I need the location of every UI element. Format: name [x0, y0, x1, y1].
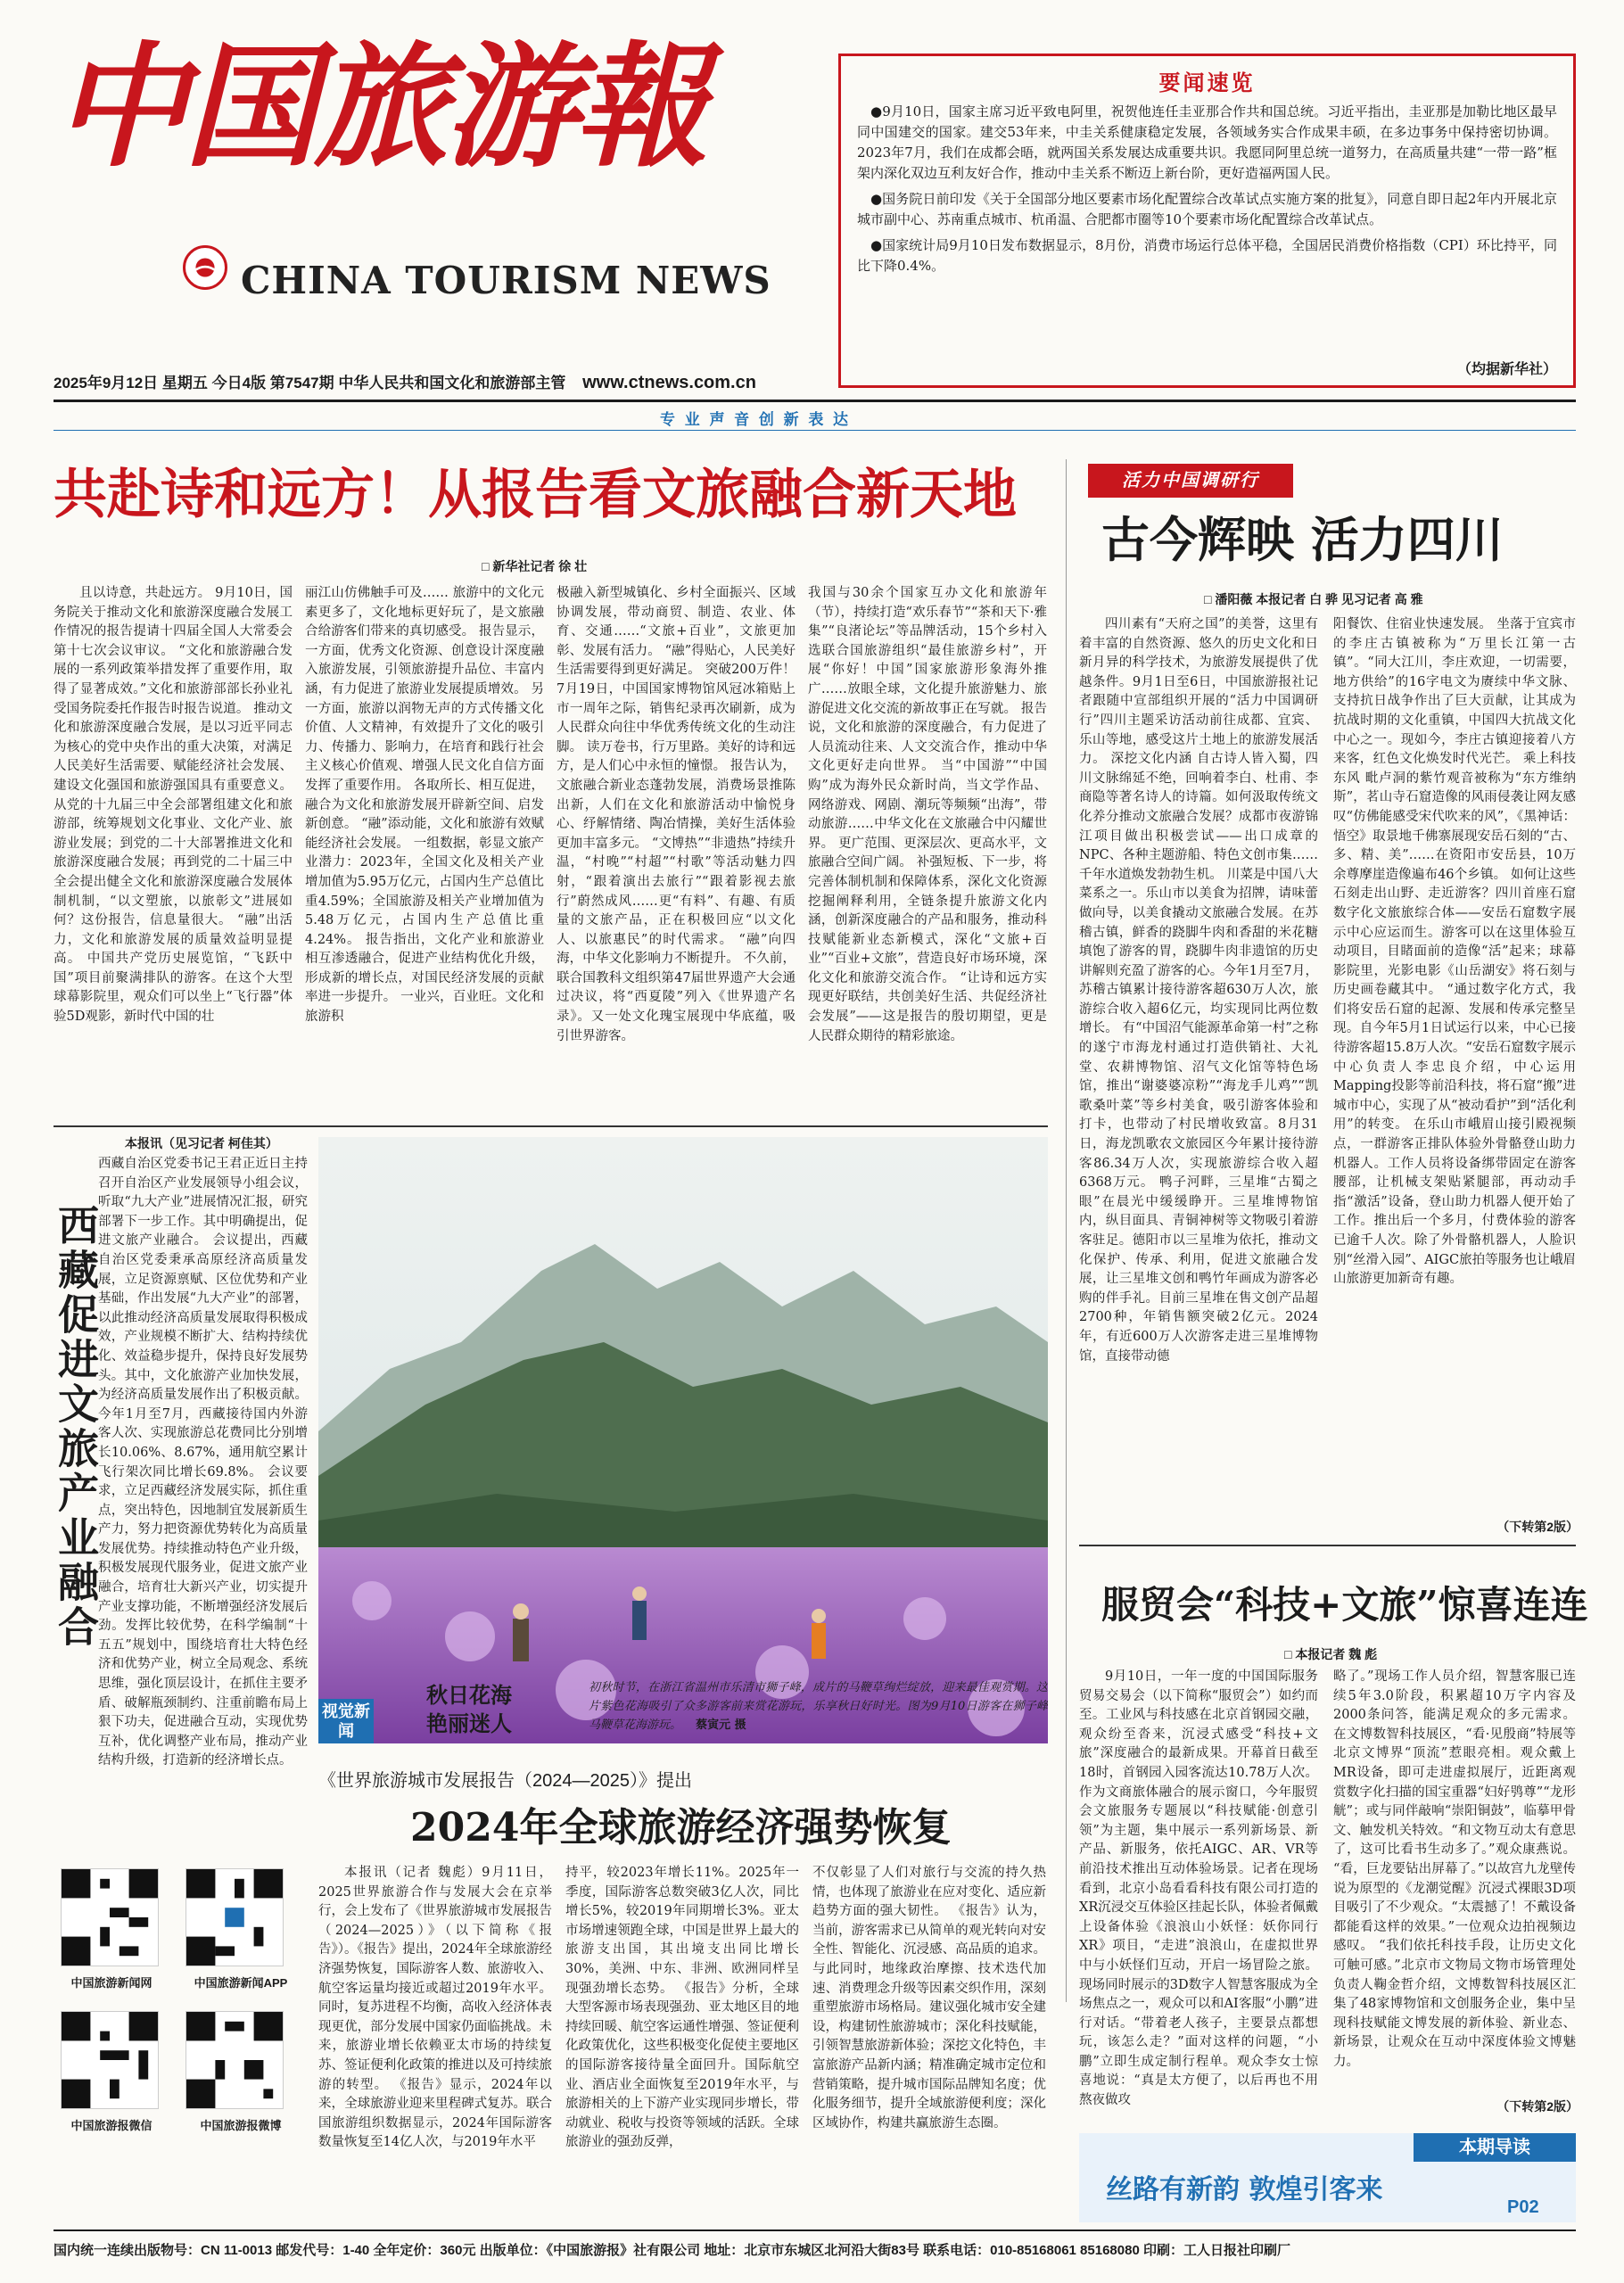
qr-code-wechat[interactable] — [61, 2011, 159, 2109]
sichuan-col-2: 阳餐饮、住宿业快速发展。 坐落于宜宾市的李庄古镇被称为“万里长江第一古镇”。“同大江川，李庄欢迎，一切需要，地方供给”的16字电文为赓续中华文脉、支持抗日战争作出了巨大贡献，让其成为抗战时期的文化重镇，中国四大抗战文化中心之一。现如今，李庄古镇迎接着八方来客，红色文化焕发时代光芒。 乘上科技东风 毗卢洞的紫竹观音被称为“东方维纳斯”，茗山寺石窟造像的风雨侵袭让网友感叹“仿佛能感受宋代吹来的风”，《黑神话：悟空》取景地千佛寨展现安岳石刻的“古、多、精、美”……在资阳市安岳县，10万余尊摩崖造像遍布46个乡镇。 如何让这些石刻走出山野、走近游客？四川首座石窟数字化文旅旅综合体——安岳石窟数字展示中心应运而生。游客可以在这里体验互动项目，目睹面前的造像“活”起来；球幕影院里，光影电影《山岳湖安》将石刻与历史画卷藏其中。 “通过数字化方式，我们将安岳石窟的起源、发展和传承完整呈现。自今年5月1日试运行以来，中心已接待游客超15.8万人次。“安岳石窟数字展示中心负责人李忠良介绍，中心运用Mapping投影等前沿科技，将石窟“搬”进城市中心，实现了从“被动看护”到“活化利用”的转变。 在乐山市峨眉山接引殿视频点，一群游客正排队体验外骨骼登山助力机器人。工作人员将设备绑带固定在游客腰部，让机械支架贴紧腿部，再动动手指“激活”设备，登山助力机器人便开始了工作。推出后一个多月，付费体验的游客已逾千人次。除了外骨骼机器人，人脸识别“丝滑入园”、AIGC旅拍等服务也让峨眉山旅游更加新奇有趣。 — [1333, 617, 1576, 1287]
tibet-body: 西藏自治区党委书记王君正近日主持召开自治区产业发展领导小组会议，听取“九大产业”进展情况汇报，研究部署下一步工作。其中明确提出，促进文旅产业融合。 会议提出，西藏自治区党委秉承高原经济高质量发展，立足资源禀赋、区位优势和产业基础，作出发展“九大产业”的部署，以此推动经济高质量发展取得积极成效，产业规模不断扩大、结构持续优化、效益稳步提升，保持良好发展势头。其中，文化旅游产业加快发展，为经济高质量发展作出了积极贡献。今年1月至7月，西藏接待国内外游客人次、实现旅游总花费同比分别增长10.06%、8.67%，通用航空累计飞行架次同比增长69.8%。 会议要求，立足西藏经济发展实际，抓住重点，突出特色，因地制宜发展新质生产力，努力把资源优势转化为高质量发展优势。持续推动特色产业升级，积极发展现代服务业，促进文旅产业融合，培育壮大新兴产业，切实提升产业支撑功能，不断增强经济发展后劲。发挥比较优势，在科学编制“十五五”规划中，围绕培育壮大特色经济和优势产业，树立全局观念、系统思维，强化顶层设计，在抓住主要矛盾、破解瓶颈制约、注重前瞻布局上狠下功夫，促进融合互动，实现优势互补，优化调整产业布局，推动产业结构升级，打造新的经济增长点。 — [98, 1157, 308, 1768]
tibet-vertical-title: 西藏促进文旅产业融合 — [52, 1204, 100, 1650]
expo-byline: □ 本报记者 魏 彪 — [1284, 1647, 1378, 1661]
wtcr-kicker: 《世界旅游城市发展报告（2024—2025）》提出 — [318, 1771, 692, 1791]
photo-title-line2: 艳丽迷人 — [426, 1710, 512, 1736]
expo-headline: 服贸会“科技+文旅”惊喜连连 — [1101, 1583, 1588, 1627]
expo-col-1: 9月10日，一年一度的中国国际服务贸易交易会（以下简称“服贸会”）如约而至。工业风与科技感在北京首钢园交融，观众纷至沓来，沉浸式感受“科技+文旅”深度融合的最新成果。开幕首日截至18时，首钢园入园客流达10.78万人次。 作为文商旅体融合的展示窗口，今年服贸会文旅服务专题展以“科技赋能·创意引领”为主题，集中展示一系列新场景、新产品、新服务，依托AIGC、AR、VR等前沿技术推出互动体验场景。记者在现场看到，北京小岛看看科技有限公司打造的XR沉浸交互体验区挂起长队，体验者佩戴上设备体验《浪浪山小妖怪：妖你同行XR》项目，“走进”浪浪山，在虚拟世界中与小妖怪们互动，开启一场冒险之旅。 现场同时展示的3D数字人智慧客服成为全场焦点之一，观众可以和AI客服“小鹏”进行对话。“带着老人孩子，主要景点都想玩，该怎么走？”面对这样的问题，“小鹏”立即生成定制行程单。观众李女士惊喜地说：“真是太方便了，以后再也不用熬夜做攻 — [1079, 1669, 1318, 2108]
photo-caption: 初秋时节，在浙江省温州市乐清市狮子峰，成片的马鞭草绚烂绽放，迎来最佳观赏期。这片紫色花海吸引了众多游客前来赏花游玩，乐享秋日好时光。图为9月10日游客在狮子峰马鞭草花海游玩。 蔡寅元 摄 — [589, 1681, 1048, 1732]
lead-col-2: 丽江山仿佛触手可及…… 旅游中的文化元素更多了，文化地标更好玩了，是文旅融合给游客们带来的真切感受。 报告显示，一方面，优秀文化资源、创意设计深度融入旅游发展，引领旅游提升品位、丰富内涵，有力促进了旅游业发展提质增效。 另一方面，旅游以润物无声的方式传播文化价值、人文精神，有效提升了文化的吸引力、传播力、影响力，在培育和践行社会主义核心价值观、增强人民文化自信方面发挥了重要作用。 各取所长、相互促进，融合为文化和旅游发展开辟新空间、启发新创意。 “融”添动能，文化和旅游有效赋能经济社会发展。 一组数据，彰显文旅产业潜力：2023年，全国文化及相关产业增加值为5.95万亿元，占国内生产总值比重4.59%；全国旅游及相关产业增加值为5.48万亿元，占国内生产总值比重4.24%。 报告指出，文化产业和旅游业相互渗透融合，促进产业结构优化升级，形成新的增长点，对国民经济发展的贡献率进一步提升。 一业兴，百业旺。文化和旅游积 — [305, 586, 544, 1025]
lead-col-3: 极融入新型城镇化、乡村全面振兴、区域协调发展，带动商贸、制造、农业、体育、交通……“文旅+百业”，文旅更加彰、发展有活力。 “融”得贴心，人民美好生活需要得到更好满足。 突破200万件！7月19日，中国国家博物馆风冠冰箱贴上市一周年之际，销售纪录再次刷新，成为人民群众向往中华优秀传统文化的生动注脚。 读万卷书，行万里路。美好的诗和远方，是人们心中永恒的憧憬。 报告认为，文旅融合新业态蓬勃发展，消费场景推陈出新，人们在文化和旅游活动中愉悦身心、纾解情绪、陶冶情操，美好生活体验更加丰富多元。 “文博热”“非遗热”持续升温，“村晚”“村超”“村歌”等活动魅力四射，“跟着演出去旅行”“跟着影视去旅行”蔚然成风……更“有料”、有趣、有质量的文旅产品，正在积极回应“以文化人、以旅惠民”的时代需求。 “融”向四海，中华文化影响力不断提升。 不久前，联合国教科文组织第47届世界遗产大会通过决议，将“西夏陵”列入《世界遗产名录》。又一处文化瑰宝展现中华底蕴，吸引世界游客。 — [556, 586, 796, 1043]
wtcr-col-3: 不仅彰显了人们对旅行与交流的持久热情，也体现了旅游业在应对变化、适应新趋势方面的强大韧性。 《报告》认为，当前，游客需求已从简单的观光转向对安全性、智能化、沉浸感、高品质的追求。与此同时，地缘政治摩擦、技术迭代加速、消费理念升级等因素交织作用，深刻重塑旅游市场格局。建议强化城市安全建设，构建韧性旅游城市；深化科技赋能，引领智慧旅游新体验；深挖文化特色，丰富旅游产品新内涵；精准确定城市定位和营销策略，提升城市国际品牌知名度；优化服务细节，提升全域旅游便利度；深化区域协作，构建共赢旅游生态圈。 — [812, 1866, 1046, 2131]
qr-code-block — [54, 1868, 308, 2212]
flower-sea-photo — [318, 1137, 1048, 1743]
lead-headline: 共赴诗和远方！从报告看文旅融合新天地 — [54, 464, 1017, 526]
footer-rule — [54, 2229, 1576, 2231]
tibet-byline: 本报讯（见习记者 柯佳其） — [125, 1136, 278, 1150]
news-brief-title: 要闻速览 — [1158, 70, 1256, 95]
qr-code-website[interactable] — [61, 1868, 159, 1966]
tibet-top-rule — [54, 1125, 1048, 1127]
qr-label: 中国旅游新闻APP — [194, 1976, 288, 1990]
expo-continued: （下转第2版） — [1496, 2099, 1579, 2114]
lead-byline: □ 新华社记者 徐 壮 — [482, 559, 588, 573]
qr-label: 中国旅游新闻网 — [70, 1976, 153, 1990]
lead-col-1: 且以诗意，共赴远方。 9月10日，国务院关于推动文化和旅游深度融合发展工作情况的报告提请十四届全国人大常委会第十七次会议审议。 “文化和旅游融合发展的一系列政策举措发挥了重要作用，取得了显著成效。”文化和旅游部部长孙业礼受国务院委托作报告时报告说道。 推动文化和旅游深度融合发展，是以习近平同志为核心的党中央作出的重大决策，对满足人民美好生活需要、赋能经济社会发展、建设文化强国和旅游强国具有重要意义。 从党的十九届三中全会部署组建文化和旅游部，统筹规划文化事业、文化产业、旅游业发展；到党的二十大部署推进文化和旅游深度融合发展；再到党的二十届三中全会提出健全文化和旅游深度融合发展体制机制，“以文塑旅，以旅彰文”进展如何？这份报告，信息量很大。 “融”出活力，文化和旅游发展的质量效益明显提高。 中国共产党历史展览馆，“飞跃中国”项目前聚满排队的游客。在这个大型球幕影院里，观众们可以坐上“飞行器”体验5D观影，新时代中国的壮 — [54, 586, 293, 1025]
sichuan-headline: 古今辉映 活力四川 — [1101, 511, 1504, 568]
masthead-logo-english: CHINA TOURISM NEWS — [241, 259, 771, 302]
sichuan-bottom-rule — [1079, 1545, 1576, 1546]
wtcr-headline: 2024年全球旅游经济强势恢复 — [410, 1805, 952, 1850]
website-link[interactable]: www.ctnews.com.cn — [582, 373, 756, 392]
masthead-logo-chinese: 中国旅游報 — [54, 29, 705, 185]
brief-item: ●9月10日，国家主席习近平致电阿里，祝贺他连任圭亚那合作共和国总统。习近平指出，圭亚那是加勒比地区最早同中国建交的国家。建交53年来，中圭关系健康稳定发展，各领域务实合作成果丰硕，在多边事务中保持密切协调。2023年7月，我们在成都会晤，就两国关系发展达成重要共识。我愿同阿里总统一道努力，在高质量共建“一带一路”框架内深化双边互利友好合作，推动中圭关系不断迈上新台阶，更好造福两国人民。 — [857, 103, 1557, 181]
masthead-rule — [54, 400, 1576, 402]
issue-line: 2025年9月12日 星期五 今日4版 第7547期 中华人民共和国文化和旅游部主管 www.ctnews.com.cn — [54, 373, 756, 392]
wtcr-col-1: 本报讯（记者 魏彪）9月11日，2025世界旅游合作与发展大会在京举行，会上发布了《世界旅游城市发展报告（2024—2025）》（以下简称《报告》）。《报告》提出，2024年全球旅游经济强势恢复，国际游客人数、旅游收入、航空客运量均接近或超过2019年水平。同时，复苏进程不均衡，高收入经济体表现更优，部分发展中国家仍面临挑战。未来，旅游业增长依赖亚太市场的持续复苏、签证便利化政策的推进以及可持续旅游的转型。 《报告》显示，2024年以来，全球旅游业迎来里程碑式复苏。联合国旅游组织数据显示，2024年国际游客数量恢复至14亿人次，与2019年水平 — [318, 1866, 552, 2150]
brief-item: ●国家统计局9月10日发布数据显示，8月份，消费市场运行总体平稳，全国居民消费价格指数（CPI）环比持平，同比下降0.4%。 — [857, 237, 1557, 274]
sichuan-byline: □ 潘阳薇 本报记者 白 骅 见习记者 高 雅 — [1204, 592, 1423, 606]
qr-label: 中国旅游报微博 — [200, 2119, 282, 2132]
guide-page: P02 — [1507, 2197, 1539, 2217]
guide-title: 本期导读 — [1414, 2133, 1576, 2162]
photo-title — [426, 1681, 542, 1738]
photo-title-line1: 秋日花海 — [426, 1682, 512, 1708]
logo-seal-icon — [183, 245, 227, 290]
guide-feature: 丝路有新韵 敦煌引客来 — [1106, 2174, 1383, 2205]
visual-news-tag: 视觉新闻 — [318, 1699, 374, 1743]
series-tag: 活力中国调研行 — [1088, 464, 1293, 498]
wtcr-col-2: 持平，较2023年增长11%。2025年一季度，国际游客总数突破3亿人次，同比增长5%，较2019年同期增长3%。亚太市场增速领跑全球，中国是世界上最大的旅游支出国，其出境支出同比增长30%，美洲、中东、非洲、欧洲同样呈现强劲增长态势。 《报告》分析，全球大型客源市场表现强劲、亚太地区目的地持续回暖、航空客运通性增强、签证便利化政策优化，这些积极变化促使主要地区的国际游客接待量全面回升。国际航空业、酒店业全面恢复至2019年水平，与旅游相关的上下游产业实现同步增长，带动就业、税收与投资等领域的活跃。全球旅游业的强劲反弹， — [565, 1866, 799, 2150]
footer-info: 国内统一连续出版物号：CN 11-0013 邮发代号：1-40 全年定价：360元 出版单位：《中国旅游报》社有限公司 地址：北京市东城区北河沿大街83号 联系电话：010-85168061 85168080 印刷：工人日报社印刷厂 — [54, 2243, 1290, 2258]
qr-code-app[interactable] — [185, 1868, 284, 1966]
qr-code-weibo[interactable] — [185, 2011, 284, 2109]
guide-box[interactable] — [1079, 2133, 1576, 2222]
slogan-rule — [54, 430, 1576, 431]
masthead-logo — [54, 31, 785, 201]
expo-col-2: 略了。”现场工作人员介绍，智慧客服已连续5年3.0阶段，积累超10万字内容及2000条问答，能满足观众的多元需求。 在文博数智科技展区，“看·见殷商”特展等北京文博界“顶流”惹眼亮相。观众戴上MR设备，即可走进虚拟展厅，近距离观赏数字化扫描的国宝重器“妇好鸮尊”“龙形觥”；或与同伴敲响“崇阳铜鼓”，临摹甲骨文、触发机关特效。“和文物互动太有意思了，这可比看书生动多了。”观众康燕说。 “看，巨龙要钻出屏幕了。”以故宫九龙壁传说为原型的《龙潮觉醒》沉浸式裸眼3D项目吸引了不少观众。“太震撼了！不戴设备都能看这样的效果。”一位观众边拍视频边感叹。 “我们依托科技手段，让历史文化可触可感。”北京市文物局文物市场管理处负责人鞠金哲介绍，文博数智科技展区汇集了48家博物馆和文创服务企业，集中呈现科技赋能文博发展的新体验、新业态、新场景，让观众在互动中深度体验文博魅力。 — [1333, 1669, 1576, 2069]
slogan: 专 业 声 音 创 新 表 达 — [660, 411, 852, 428]
brief-item: ●国务院日前印发《关于全国部分地区要素市场化配置综合改革试点实施方案的批复》，同意自即日起2年内开展北京城市副中心、苏南重点城市、杭甬温、合肥都市圈等10个要素市场化配置综合改革试点。 — [857, 191, 1557, 227]
sichuan-col-1: 四川素有“天府之国”的美誉，这里有着丰富的自然资源、悠久的历史文化和日新月异的科学技术，为旅游发展提供了优越条件。9月1日至6日，中国旅游报社记者跟随中宣部组织开展的“活力中国调研行”四川主题采访活动前往成都、宜宾、乐山等地，感受这片土地上的旅游发展活力。 深挖文化内涵 自古诗人皆入蜀，四川文脉绵延不绝，回响着李白、杜甫、李商隐等著名诗人的诗篇。如何汲取传统文化养分推动文旅融合发展？成都市夜游锦江项目做出积极尝试——出口成章的NPC、各种主题游船、特色文创市集……千年水道焕发勃勃生机。 川菜是中国八大菜系之一。乐山市以美食为招牌，请味蕾做向导，以美食撬动文旅融合发展。在苏稽古镇，鲜香的跷脚牛肉和香甜的米花糖填饱了游客的胃，跷脚牛肉非遗馆的历史讲解则充盈了游客的心。今年1月至7月，苏稽古镇累计接待游客超630万人次，旅游综合收入超6亿元，均实现同比两位数增长。 有“中国沼气能源革命第一村”之称的遂宁市海龙村通过打造供销社、大礼堂、农耕博物馆、沼气文化馆等特色场馆，推出“谢婆婆凉粉”“海龙手儿鸡”“凯歌桑叶菜”等乡村美食，吸引游客体验和打卡，也带动了村民增收致富。8月31日，海龙凯歌农文旅园区今年累计接待游客86.34万人次，实现旅游综合收入超6368万元。 鸭子河畔，三星堆“古蜀之眼”在晨光中缓缓睁开。三星堆博物馆内，纵目面具、青铜神树等文物吸引着游客驻足。德阳市以三星堆为依托，推动文化保护、传承、利用，促进文旅融合发展，让三星堆文创和鸭竹年画成为游客必购的伴手礼。目前三星堆在售文创产品超2700种，年销售额突破2亿元。2024年，有近600万人次游客走进三星堆博物馆，直接带动德 — [1079, 617, 1318, 1364]
qr-label: 中国旅游报微信 — [70, 2119, 153, 2132]
lead-col-4: 我国与30余个国家互办文化和旅游年（节），持续打造“欢乐春节”“茶和天下·雅集”“良渚论坛”等品牌活动，15个乡村入选联合国旅游组织“最佳旅游乡村”，开展“你好！中国”国家旅游形象海外推广……放眼全球，文化提升旅游魅力、旅游促进文化交流的新故事正在写就。 报告说，文化和旅游的深度融合，有力促进了人员流动往来、人文交流合作，推动中华文化更好走向世界。 当“中国游”“中国购”成为海外民众新时尚，当文学作品、网络游戏、网剧、潮玩等频频“出海”，带动旅游……中华文化在文旅融合中闪耀世界。 更广范围、更深层次、更高水平，文旅融合空间广阔。 补强短板、下一步，将完善体制机制和保障体系，深化文化资源挖掘阐释利用，全链条提升旅游文化内涵，创新深度融合的产品和服务，推动科技赋能新业态新模式，深化“文旅+百业”“百业+文旅”，营造良好市场环境，深化文化和旅游交流合作。 “让诗和远方实现更好联结，共创美好生活、共促经济社会发展”——这是报告的殷切期望，更是人民群众期待的精彩旅途。 — [808, 586, 1047, 1043]
news-brief-box — [838, 54, 1576, 388]
brief-source: （均据新华社） — [1456, 360, 1557, 377]
column-divider — [1066, 459, 1067, 2002]
photo-credit: 蔡寅元 摄 — [696, 1718, 746, 1732]
sichuan-continued: （下转第2版） — [1496, 1520, 1579, 1534]
